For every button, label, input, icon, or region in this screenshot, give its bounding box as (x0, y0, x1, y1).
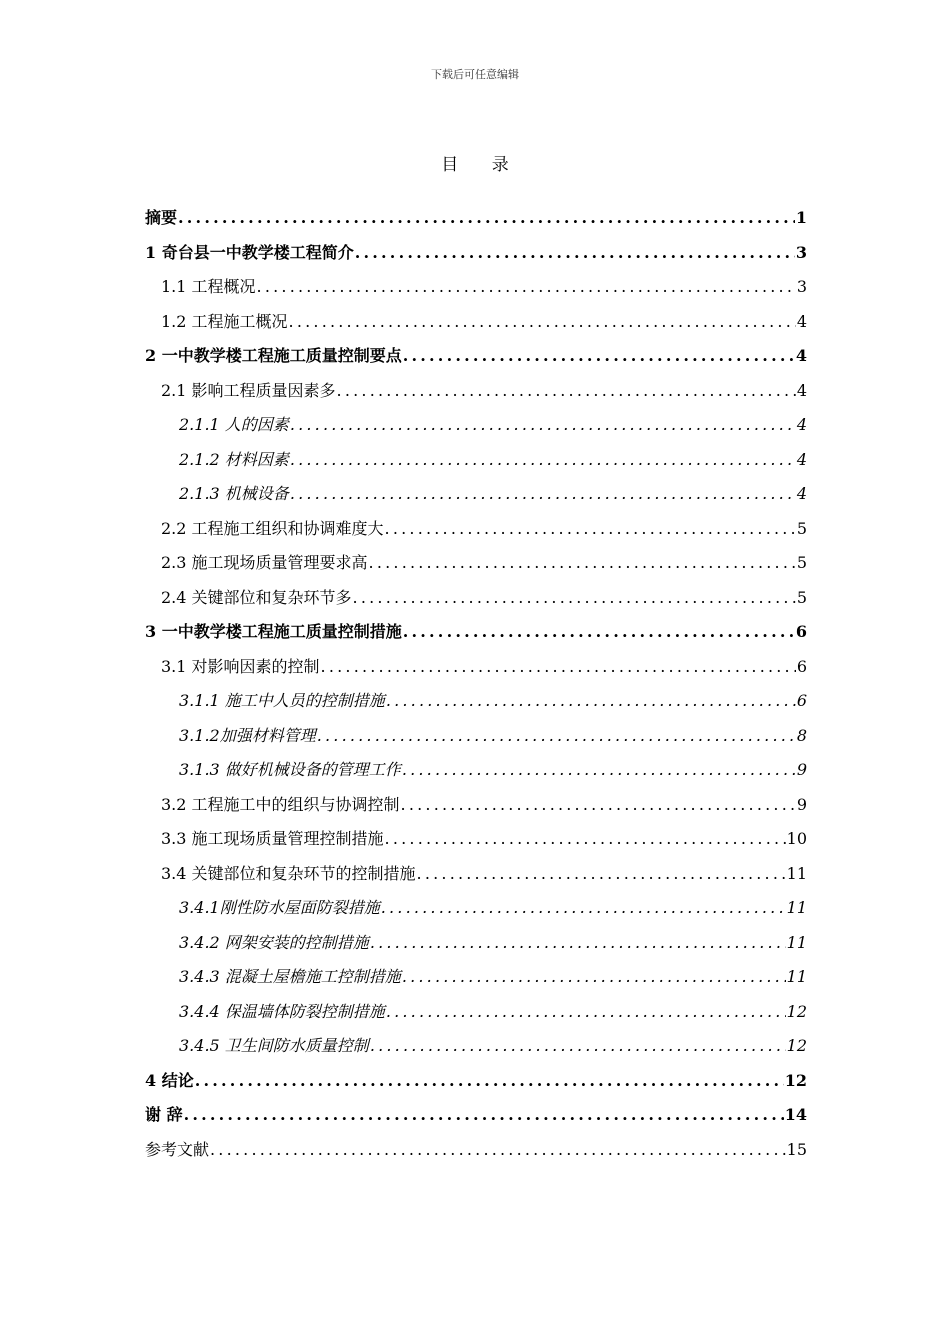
toc-leader-dots (290, 415, 796, 434)
toc-entry[interactable] (145, 550, 807, 585)
toc-entry-label: 摘要 (145, 208, 178, 227)
toc-leader-dots (370, 1036, 786, 1055)
toc-entry[interactable] (145, 688, 807, 723)
toc-entry[interactable] (145, 274, 807, 309)
toc-entry-page: 8 (796, 725, 807, 745)
toc-entry[interactable] (145, 447, 807, 482)
toc-entry-page: 6 (796, 691, 807, 710)
toc-entry-label: 2.4 关键部位和复杂环节多 (161, 587, 352, 607)
toc-entry-page: 4 (795, 346, 807, 365)
table-of-contents (145, 205, 807, 1171)
toc-entry-page: 9 (796, 760, 807, 779)
toc-entry[interactable] (145, 378, 807, 413)
toc-entry-label: 谢 辞 (145, 1105, 183, 1124)
toc-leader-dots (386, 691, 796, 710)
toc-leader-dots (355, 243, 795, 262)
toc-entry[interactable] (145, 585, 807, 620)
toc-entry-label: 3.2 工程施工中的组织与协调控制 (161, 794, 400, 814)
toc-entry[interactable] (145, 930, 807, 965)
toc-entry-label: 2.2 工程施工组织和协调难度大 (161, 518, 384, 538)
toc-entry-page: 4 (796, 415, 807, 434)
toc-entry[interactable] (145, 654, 807, 689)
toc-entry-page: 3 (795, 242, 807, 262)
toc-entry-page: 6 (795, 622, 807, 641)
toc-entry[interactable] (145, 999, 807, 1034)
toc-entry-page: 5 (796, 518, 807, 538)
toc-entry-page: 4 (796, 311, 807, 331)
toc-leader-dots (370, 933, 786, 952)
toc-entry-label: 3.4 关键部位和复杂环节的控制措施 (161, 863, 416, 883)
toc-entry[interactable] (145, 895, 807, 930)
toc-entry-label: 2.1 影响工程质量因素多 (161, 380, 336, 400)
toc-leader-dots (290, 484, 796, 503)
toc-entry-page: 5 (796, 587, 807, 607)
toc-entry-label: 3.1 对影响因素的控制 (161, 656, 320, 676)
toc-entry[interactable] (145, 757, 807, 792)
toc-leader-dots (210, 1140, 786, 1159)
toc-entry-page: 11 (786, 898, 807, 917)
toc-leader-dots (417, 864, 786, 883)
toc-entry[interactable] (145, 1137, 807, 1172)
toc-leader-dots (402, 967, 786, 986)
toc-leader-dots (289, 312, 796, 331)
toc-entry-page: 1 (795, 208, 807, 227)
toc-entry-page: 14 (784, 1105, 807, 1124)
toc-leader-dots (369, 553, 796, 572)
toc-entry-page: 11 (786, 932, 807, 952)
toc-leader-dots (353, 588, 796, 607)
toc-leader-dots (178, 208, 795, 227)
toc-entry[interactable] (145, 309, 807, 344)
toc-leader-dots (290, 450, 796, 469)
toc-entry[interactable] (145, 412, 807, 447)
toc-entry[interactable] (145, 792, 807, 827)
toc-entry-label: 3.4.2 网架安装的控制措施 (179, 932, 369, 952)
toc-entry-page: 12 (786, 1036, 807, 1055)
toc-entry-page: 6 (796, 656, 807, 676)
toc-entry-label: 3.1.1 施工中人员的控制措施 (179, 691, 385, 710)
toc-entry-page: 10 (786, 829, 807, 848)
toc-entry-page: 9 (796, 794, 807, 814)
toc-entry-page: 11 (786, 863, 807, 883)
toc-entry-label: 3.1.3 做好机械设备的管理工作 (179, 760, 401, 779)
toc-entry-label: 参考文献 (145, 1139, 210, 1159)
toc-entry[interactable] (145, 861, 807, 896)
toc-entry-label: 3.4.4 保温墙体防裂控制措施 (179, 1001, 385, 1021)
toc-leader-dots (257, 277, 796, 296)
toc-entry-page: 15 (786, 1139, 807, 1159)
toc-entry-label: 2.1.3 机械设备 (179, 484, 289, 503)
toc-entry-label: 2.1.1 人的因素 (179, 415, 289, 434)
toc-leader-dots (317, 726, 796, 745)
toc-leader-dots (195, 1071, 784, 1090)
toc-entry[interactable] (145, 1068, 807, 1103)
toc-entry-page: 3 (796, 277, 807, 296)
toc-entry-page: 12 (786, 1001, 807, 1021)
toc-entry-label: 2.3 施工现场质量管理要求高 (161, 553, 368, 572)
toc-entry[interactable] (145, 723, 807, 758)
toc-leader-dots (337, 381, 796, 400)
toc-entry[interactable] (145, 205, 807, 240)
toc-entry[interactable] (145, 619, 807, 654)
toc-entry[interactable] (145, 1102, 807, 1137)
toc-entry-label: 4 结论 (145, 1070, 194, 1090)
toc-entry-label: 2.1.2 材料因素 (179, 449, 289, 469)
toc-entry-label: 3.3 施工现场质量管理控制措施 (161, 829, 384, 848)
toc-entry-page: 4 (796, 484, 807, 503)
toc-entry-label: 3 一中教学楼工程施工质量控制措施 (145, 622, 402, 641)
toc-entry-label: 3.4.3 混凝土屋檐施工控制措施 (179, 967, 401, 986)
toc-leader-dots (402, 760, 796, 779)
toc-entry-page: 4 (796, 380, 807, 400)
toc-entry-label: 1.1 工程概况 (161, 277, 256, 296)
toc-leader-dots (403, 346, 795, 365)
toc-entry-page: 5 (796, 553, 807, 572)
toc-title: 目 录 (441, 155, 523, 175)
toc-entry-label: 2 一中教学楼工程施工质量控制要点 (145, 346, 402, 365)
toc-entry[interactable] (145, 516, 807, 551)
toc-entry-page: 12 (784, 1070, 807, 1090)
page-header: 下载后可任意编辑 (431, 68, 519, 81)
toc-leader-dots (321, 657, 796, 676)
toc-leader-dots (381, 898, 786, 917)
toc-entry-label: 3.1.2加强材料管理 (179, 725, 316, 745)
toc-entry-page: 4 (796, 449, 807, 469)
toc-leader-dots (385, 519, 796, 538)
toc-entry-page: 11 (786, 967, 807, 986)
toc-leader-dots (403, 622, 795, 641)
toc-leader-dots (401, 795, 796, 814)
toc-entry-label: 1.2 工程施工概况 (161, 311, 288, 331)
toc-entry-label: 3.4.5 卫生间防水质量控制 (179, 1036, 369, 1055)
toc-entry[interactable] (145, 826, 807, 861)
toc-entry[interactable] (145, 343, 807, 378)
toc-leader-dots (386, 1002, 786, 1021)
toc-entry[interactable] (145, 1033, 807, 1068)
toc-entry[interactable] (145, 481, 807, 516)
toc-entry[interactable] (145, 964, 807, 999)
toc-entry-label: 1 奇台县一中教学楼工程简介 (145, 242, 354, 262)
toc-leader-dots (184, 1105, 784, 1124)
toc-leader-dots (385, 829, 786, 848)
toc-entry[interactable] (145, 240, 807, 275)
toc-entry-label: 3.4.1刚性防水屋面防裂措施 (179, 898, 380, 917)
